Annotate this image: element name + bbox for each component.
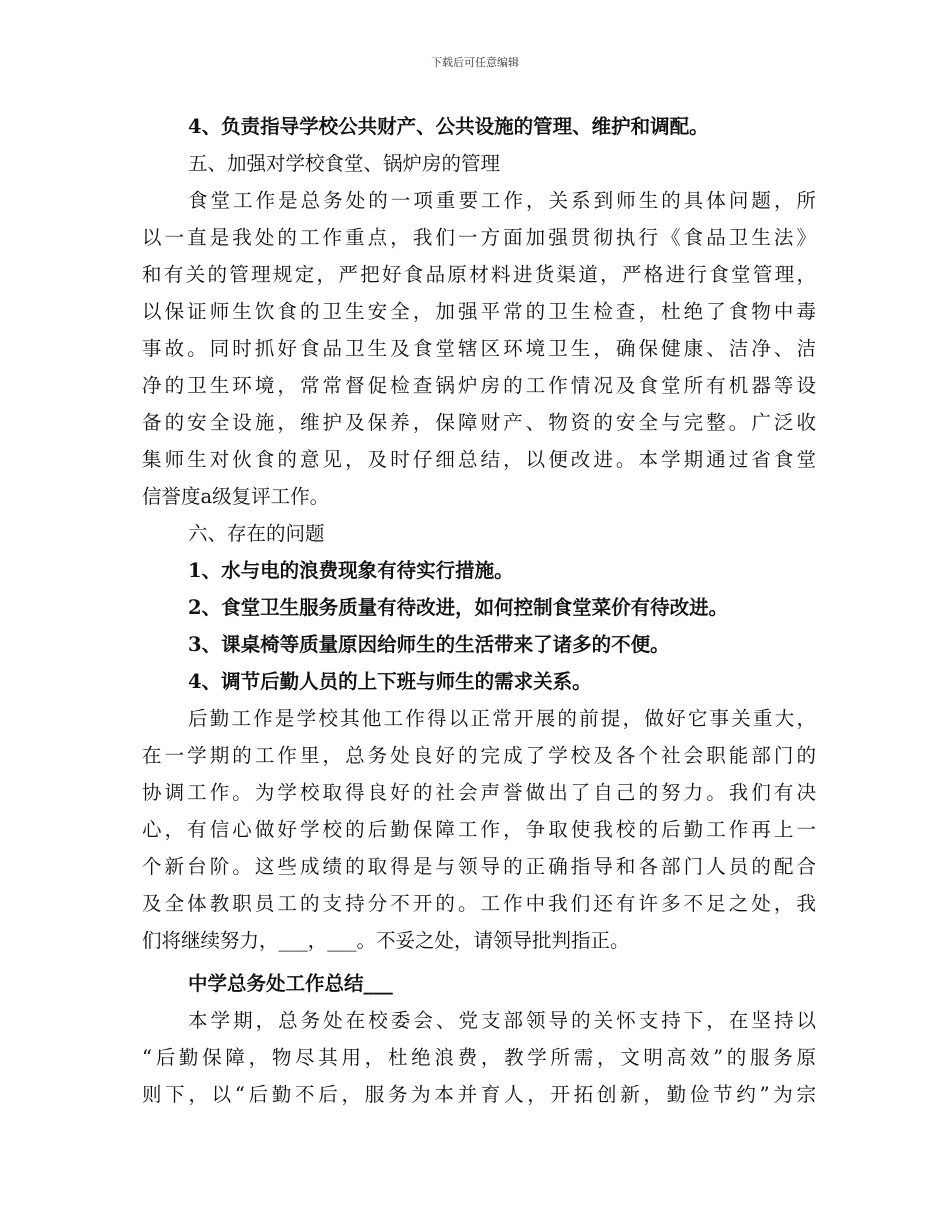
paragraph-line: 们将继续努力，___，___。不妥之处，请领导批判指正。 bbox=[142, 929, 630, 952]
paragraph-line: 心，有信心做好学校的后勤保障工作，争取使我校的后勤工作再上一 bbox=[142, 818, 816, 841]
paragraph-line: 集师生对伙食的意见，及时仔细总结，以便改进。本学期通过省食堂 bbox=[142, 448, 816, 471]
page-header-note: 下载后可任意编辑 bbox=[431, 56, 519, 69]
paragraph-line: 和有关的管理规定，严把好食品原材料进货渠道，严格进行食堂管理， bbox=[142, 263, 816, 286]
paragraph-line: 以一直是我处的工作重点，我们一方面加强贯彻执行《食品卫生法》 bbox=[142, 226, 816, 249]
document-body bbox=[142, 108, 816, 1113]
paragraph-line: 后勤工作是学校其他工作得以正常开展的前提，做好它事关重大， bbox=[188, 707, 816, 730]
paragraph-line: 协调工作。为学校取得良好的社会声誉做出了自己的努力。我们有决 bbox=[142, 781, 816, 804]
paragraph-line: 净的卫生环境，常常督促检查锅炉房的工作情况及食堂所有机器等设 bbox=[142, 374, 816, 397]
paragraph-line: 以保证师生饮食的卫生安全，加强平常的卫生检查，杜绝了食物中毒 bbox=[142, 300, 816, 323]
document-title: 中学总务处工作总结___ bbox=[188, 972, 393, 995]
paragraph-line: 则下，以“后勤不后，服务为本并育人，开拓创新，勤俭节约”为宗 bbox=[142, 1083, 816, 1106]
paragraph-line: 在一学期的工作里，总务处良好的完成了学校及各个社会职能部门的 bbox=[142, 744, 816, 767]
section-heading: 六、存在的问题 bbox=[188, 522, 325, 545]
paragraph-line: 及全体教职员工的支持分不开的。工作中我们还有许多不足之处，我 bbox=[142, 892, 816, 915]
paragraph-line: 本学期，总务处在校委会、党支部领导的关怀支持下，在坚持以 bbox=[188, 1009, 816, 1032]
list-item: 2、食堂卫生服务质量有待改进，如何控制食堂菜价有待改进。 bbox=[188, 596, 729, 619]
paragraph-line: 个新台阶。这些成绩的取得是与领导的正确指导和各部门人员的配合 bbox=[142, 855, 816, 878]
paragraph-line: 事故。同时抓好食品卫生及食堂辖区环境卫生，确保健康、洁净、洁 bbox=[142, 337, 816, 360]
list-item: 4、负责指导学校公共财产、公共设施的管理、维护和调配。 bbox=[188, 115, 709, 138]
paragraph-line: 备的安全设施，维护及保养，保障财产、物资的安全与完整。广泛收 bbox=[142, 411, 816, 434]
paragraph-line: “后勤保障，物尽其用，杜绝浪费，教学所需，文明高效”的服务原 bbox=[142, 1046, 816, 1069]
list-item: 3、课桌椅等质量原因给师生的生活带来了诸多的不便。 bbox=[188, 633, 670, 656]
list-item: 1、水与电的浪费现象有待实行措施。 bbox=[188, 559, 514, 582]
list-item: 4、调节后勤人员的上下班与师生的需求关系。 bbox=[188, 670, 592, 693]
paragraph-line: 信誉度a级复评工作。 bbox=[142, 485, 330, 508]
paragraph-line: 食堂工作是总务处的一项重要工作，关系到师生的具体问题，所 bbox=[188, 189, 816, 212]
section-heading: 五、加强对学校食堂、锅炉房的管理 bbox=[188, 152, 501, 175]
